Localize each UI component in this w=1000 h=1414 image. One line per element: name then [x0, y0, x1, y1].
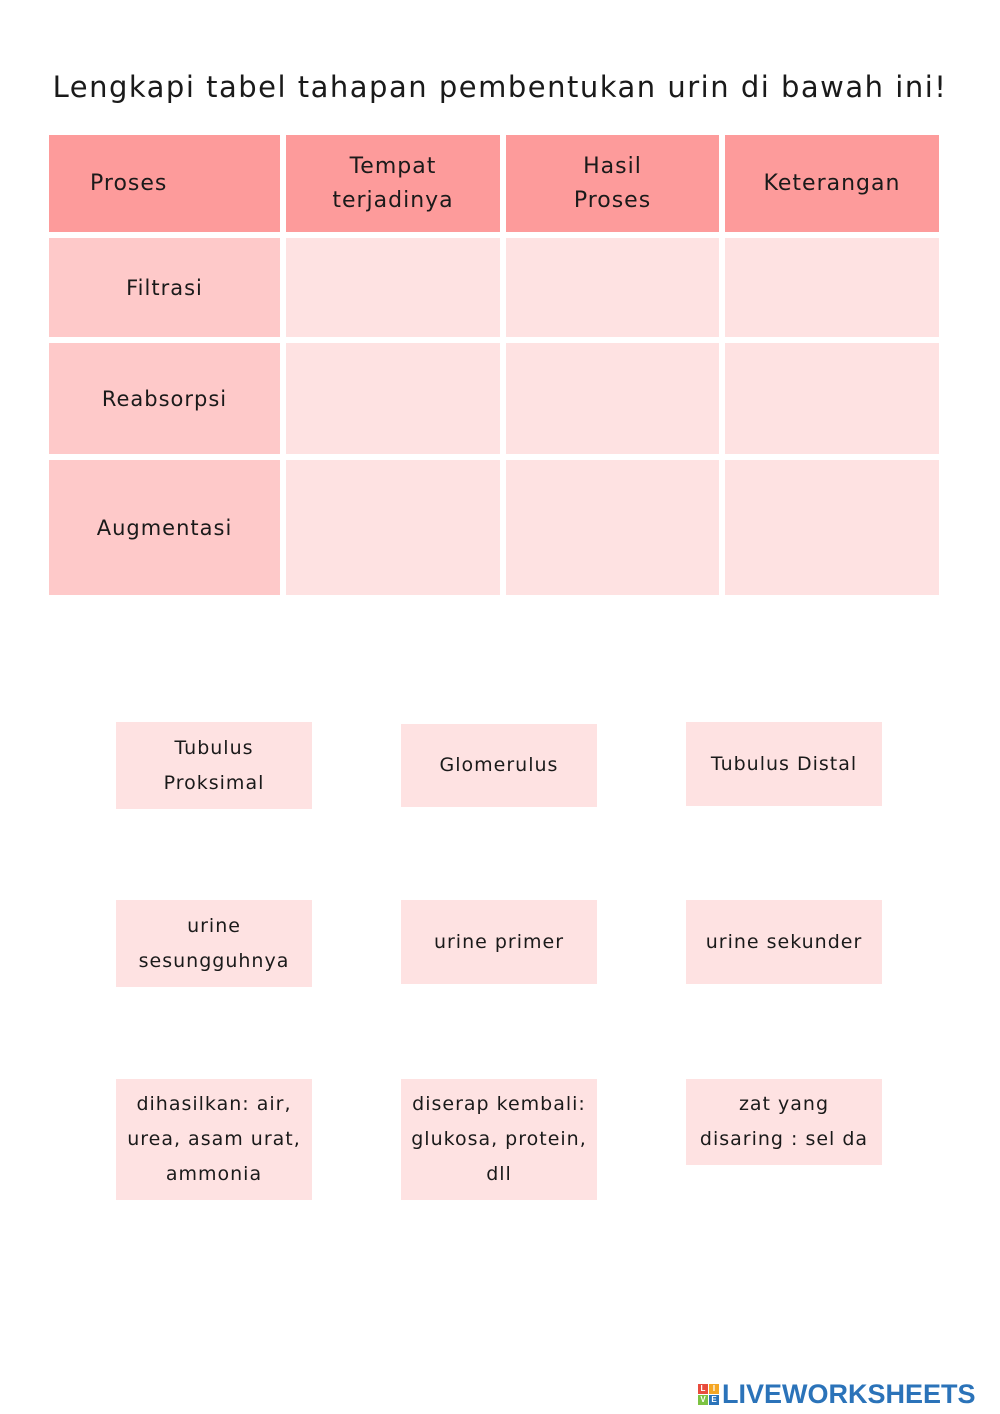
- liveworksheets-logo-icon: [698, 1384, 719, 1405]
- header-keterangan-label: Keterangan: [763, 170, 901, 196]
- header-tempat-label: Tempat terjadinya: [332, 153, 454, 213]
- row-label-augmentasi: [49, 460, 280, 595]
- row-label-text: Filtrasi: [126, 275, 203, 300]
- page-title: Lengkapi tabel tahapan pembentukan urin di bawah ini!: [52, 70, 948, 104]
- row-label-text: Augmentasi: [96, 515, 233, 540]
- header-hasil: [506, 135, 719, 232]
- header-hasil-label: Hasil Proses: [573, 153, 652, 213]
- answer-card-tubulus-distal[interactable]: Tubulus Distal: [686, 722, 882, 806]
- logo-letter-i: I: [709, 1384, 719, 1394]
- answer-card-diserap-kembali[interactable]: diserap kembali: glukosa, protein, dll: [401, 1079, 597, 1200]
- logo-letter-e: E: [709, 1395, 719, 1405]
- answer-card-zat-disaring[interactable]: zat yang disaring : sel da: [686, 1079, 882, 1165]
- drop-cell-augmentasi-keterangan[interactable]: [725, 460, 939, 595]
- header-keterangan: [725, 135, 939, 232]
- row-label-filtrasi: [49, 238, 280, 337]
- answer-card-dihasilkan[interactable]: dihasilkan: air, urea, asam urat, ammonia: [116, 1079, 312, 1200]
- header-proses-label: Proses: [90, 170, 168, 196]
- logo-letter-v: V: [698, 1395, 708, 1405]
- drop-cell-reabsorpsi-keterangan[interactable]: [725, 343, 939, 454]
- answer-card-urine-primer[interactable]: urine primer: [401, 900, 597, 984]
- liveworksheets-brand: LIVEWORKSHEETS: [722, 1378, 976, 1409]
- logo-letter-l: L: [698, 1384, 708, 1394]
- drop-cell-augmentasi-tempat[interactable]: [286, 460, 500, 595]
- drop-cell-filtrasi-hasil[interactable]: [506, 238, 719, 337]
- drop-cell-filtrasi-tempat[interactable]: [286, 238, 500, 337]
- answer-card-urine-sekunder[interactable]: urine sekunder: [686, 900, 882, 984]
- header-tempat: [286, 135, 500, 232]
- header-proses: [49, 135, 280, 232]
- row-label-reabsorpsi: [49, 343, 280, 454]
- answer-card-tubulus-proksimal[interactable]: Tubulus Proksimal: [116, 722, 312, 809]
- drop-cell-filtrasi-keterangan[interactable]: [725, 238, 939, 337]
- drop-cell-reabsorpsi-hasil[interactable]: [506, 343, 719, 454]
- drop-cell-augmentasi-hasil[interactable]: [506, 460, 719, 595]
- drop-cell-reabsorpsi-tempat[interactable]: [286, 343, 500, 454]
- answer-card-glomerulus[interactable]: Glomerulus: [401, 724, 597, 807]
- answer-card-urine-sesungguhnya[interactable]: urine sesungguhnya: [116, 900, 312, 987]
- liveworksheets-logo: [698, 1378, 976, 1410]
- row-label-text: Reabsorpsi: [101, 386, 228, 411]
